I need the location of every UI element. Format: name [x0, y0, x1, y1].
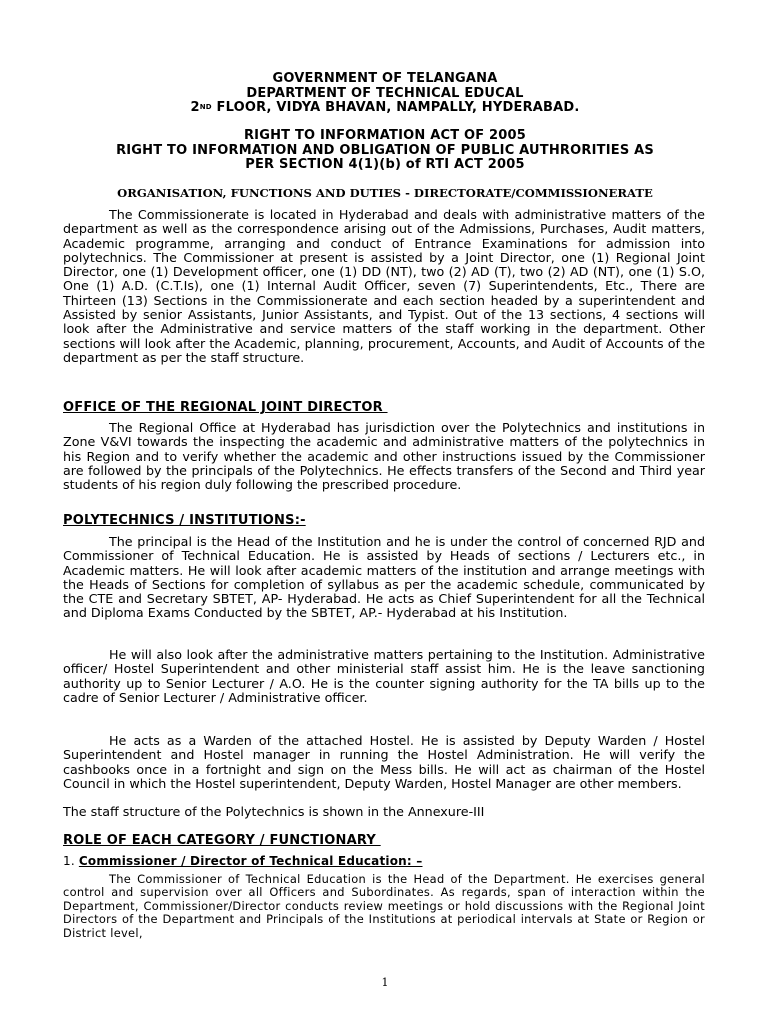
- act-section: PER SECTION 4(1)(b) of RTI ACT 2005: [245, 157, 525, 173]
- act-title: RIGHT TO INFORMATION ACT OF 2005: [243, 128, 527, 143]
- polytechnics-paragraph-4: The staff structure of the Polytechnics is shown in the Annexure-III: [63, 804, 485, 819]
- polytechnics-paragraph-1: The principal is the Head of the Institution and he is under the control of concerned RJD and Commissioner of Technical Education. He is assisted by Heads of sections / Lecturers etc., in Academic matters. He will look after academic matters of the institution and arrange meetings with the Heads of Sections for completion of syllabus as per the academic schedule, communicated by the CTE and Secretary SBTET, AP- Hyderabad. He acts as Chief Superintendent for all the Technical and Diploma Exams Conducted by the SBTET, AP.- Hyderabad at his Institution.: [63, 534, 705, 621]
- polytechnics-paragraph-3: He acts as a Warden of the attached Hostel. He is assisted by Deputy Warden / Hostel Superintendent and Hostel manager in running the Hostel Administration. He will verify the cashbooks once in a fortnight and sign on the Mess bills. He will act as chairman of the Hostel Council in which the Hostel superintendent, Deputy Warden, Hostel Manager are other members.: [63, 733, 705, 791]
- intro-paragraph: The Commissionerate is located in Hyderabad and deals with administrative matters of the department as well as the correspondence arising out of the Admissions, Purchases, Audit matters, Academic programme, arranging and conduct of Entrance Examinations for admission into polytechnics. The Commissioner at present is assisted by a Joint Director, one (1) Regional Joint Director, one (1) Development officer, one (1) DD (NT), two (2) AD (T), two (2) AD (NT), one (1) S.O, One (1) A.D. (C.T.Is), one (1) Internal Audit Officer, seven (7) Superintendents, Etc., There are Thirteen (13) Sections in the Commissionerate and each section headed by a superintendent and Assisted by senior Assistants, Junior Assistants, and Typist. Out of the 13 sections, 4 sections will look after the Administrative and service matters of the staff working in the department. Other sections will look after the Academic, planning, procurement, Accounts, and Audit of Accounts of the department as per the staff structure.: [63, 207, 705, 365]
- rjd-heading: OFFICE OF THE REGIONAL JOINT DIRECTOR: [63, 400, 388, 415]
- header-government: GOVERNMENT OF TELANGANA: [272, 71, 498, 86]
- polytechnics-heading: POLYTECHNICS / INSTITUTIONS:-: [63, 513, 306, 528]
- header-department: DEPARTMENT OF TECHNICAL EDUCAL: [246, 85, 524, 101]
- commissioner-paragraph: The Commissioner of Technical Education is the Head of the Department. He exercises general control and supervision over all Officers and Subordinates. As regards, span of interaction within the Department, Commissioner/Director conducts review meetings or hold discussions with the Regional Joint Directors of the Department and Principals of the Institutions at periodical intervals at State or Region or District level,: [63, 872, 705, 940]
- act-title-block: [60, 129, 710, 173]
- commissioner-subheading: 1. Commissioner / Director of Technical Education: –: [63, 854, 423, 868]
- polytechnics-paragraph-2: He will also look after the administrative matters pertaining to the Institution. Administrative officer/ Hostel Superintendent and other ministerial staff assist him. He is the leave sanctioning authority up to Senior Lecturer / A.O. He is the counter signing authority for the TA bills up to the cadre of Senior Lecturer / Administrative officer.: [63, 647, 705, 705]
- act-subtitle: RIGHT TO INFORMATION AND OBLIGATION OF PUBLIC AUTHRORITIES AS: [116, 142, 654, 158]
- header-address: 2ND FLOOR, VIDYA BHAVAN, NAMPALLY, HYDERABAD.: [190, 100, 580, 116]
- letterhead: [60, 72, 710, 116]
- page-number: 1: [381, 976, 389, 989]
- role-heading: ROLE OF EACH CATEGORY / FUNCTIONARY: [63, 833, 381, 848]
- organisation-heading: ORGANISATION, FUNCTIONS AND DUTIES - DIRECTORATE/COMMISSIONERATE: [117, 186, 653, 200]
- rjd-paragraph: The Regional Office at Hyderabad has jurisdiction over the Polytechnics and institutions in Zone V&VI towards the inspecting the academic and administrative matters of the polytechnics in his Region and to verify whether the academic and other instructions issued by the Commissioner are followed by the principals of the Polytechnics. He effects transfers of the Second and Third year students of his region duly following the prescribed procedure.: [63, 420, 705, 493]
